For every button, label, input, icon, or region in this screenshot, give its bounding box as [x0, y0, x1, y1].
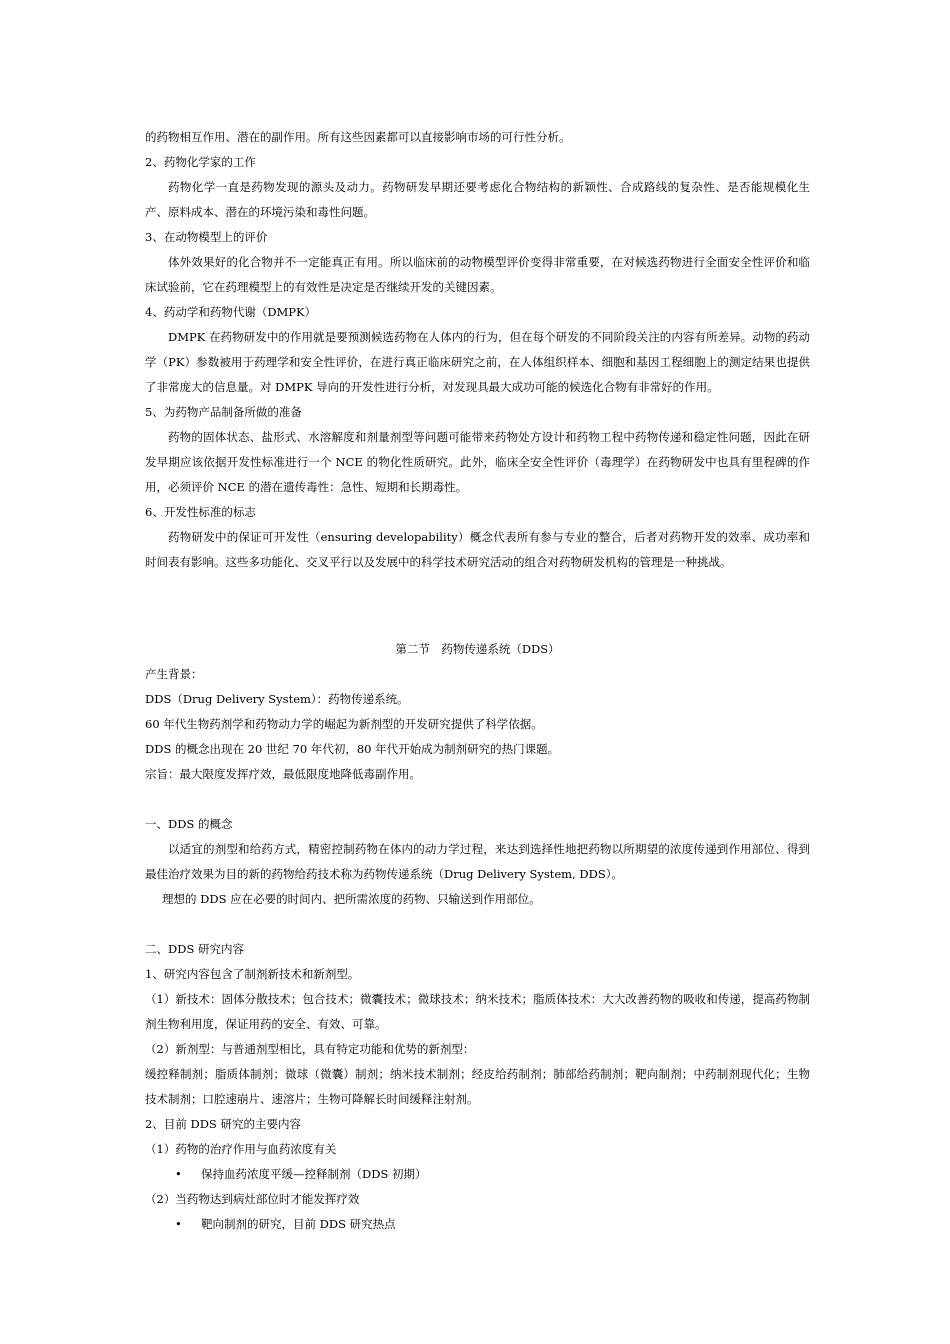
- paragraph-dmpk: DMPK 在药物研发中的作用就是要预测候选药物在人体内的行为，但在每个研发的不同阶段关注的内容有所差异。动物的药动学（PK）参数被用于药理学和安全性评价，在进行真正临床研究之前，在人体组织样本、细胞和基因工程细胞上的测定结果也提供了非常庞大的信息量。对 DMPK 导向的开发性进行分析，对发现具最大成功可能的候选化合物有非常好的作用。: [145, 330, 810, 394]
- research-item-2-sub-1: （1）药物的治疗作用与血药浓度有关: [145, 1142, 337, 1156]
- heading-chemist-work: 2、药物化学家的工作: [145, 155, 256, 169]
- background-line-1: DDS（Drug Delivery System）：药物传递系统。: [145, 692, 409, 706]
- section-title-dds: 第二节 药物传递系统（DDS）: [395, 642, 560, 656]
- page-content: [145, 125, 810, 1237]
- bullet-text: 靶向制剂的研究，目前 DDS 研究热点: [201, 1217, 396, 1231]
- paragraph-dds-concept: 以适宜的剂型和给药方式，精密控制药物在体内的动力学过程，来达到选择性地把药物以所期望的浓度传递到作用部位、得到最佳治疗效果为目的新的药物给药技术称为药物传递系统（Drug Delivery System, DDS）。: [145, 842, 810, 881]
- heading-developability: 6、开发性标准的标志: [145, 505, 256, 519]
- paragraph-chemist-work: 药物化学一直是药物发现的源头及动力。药物研发早期还要考虑化合物结构的新颖性、合成路线的复杂性、是否能规模化生产、原料成本、潜在的环境污染和毒性问题。: [145, 180, 810, 219]
- bullet-item-controlled-release: [145, 1162, 810, 1187]
- bullet-text: 保持血药浓度平缓—控释制剂（DDS 初期）: [201, 1167, 427, 1181]
- research-item-2: 2、目前 DDS 研究的主要内容: [145, 1117, 301, 1131]
- heading-animal-model: 3、在动物模型上的评价: [145, 230, 268, 244]
- paragraph-animal-model: 体外效果好的化合物并不一定能真正有用。所以临床前的动物模型评价变得非常重要，在对候选药物进行全面安全性评价和临床试验前，它在药理模型上的有效性是决定是否继续开发的关键因素。: [145, 255, 810, 294]
- background-label: 产生背景：: [145, 667, 203, 681]
- paragraph-ideal-dds: 理想的 DDS 应在必要的时间内、把所需浓度的药物、只输送到作用部位。: [162, 892, 541, 906]
- heading-product-prep: 5、为药物产品制备所做的准备: [145, 405, 302, 419]
- bullet-icon: •: [175, 1167, 182, 1181]
- paragraph-continued: 的药物相互作用、潜在的副作用。所有这些因素都可以直接影响市场的可行性分析。: [145, 130, 571, 144]
- background-line-3: DDS 的概念出现在 20 世纪 70 年代初，80 年代开始成为制剂研究的热门课题。: [145, 742, 560, 756]
- background-line-4: 宗旨：最大限度发挥疗效，最低限度地降低毒副作用。: [145, 767, 421, 781]
- heading-dds-research: 二、DDS 研究内容: [145, 942, 244, 956]
- background-line-2: 60 年代生物药剂学和药物动力学的崛起为新剂型的开发研究提供了科学依据。: [145, 717, 543, 731]
- heading-dds-concept: 一、DDS 的概念: [145, 817, 233, 831]
- bullet-item-targeted: [145, 1212, 810, 1237]
- bullet-icon: •: [175, 1217, 182, 1231]
- research-item-1-new-tech: （1）新技术：固体分散技术；包合技术；微囊技术；微球技术；纳米技术；脂质体技术：大大改善药物的吸收和传递，提高药物制剂生物利用度，保证用药的安全、有效、可靠。: [145, 992, 810, 1031]
- research-item-2-sub-2: （2）当药物达到病灶部位时才能发挥疗效: [145, 1192, 360, 1206]
- paragraph-product-prep: 药物的固体状态、盐形式、水溶解度和剂量剂型等问题可能带来药物处方设计和药物工程中药物传递和稳定性问题，因此在研发早期应该依据开发性标准进行一个 NCE 的物化性质研究。此外，临床全安全性评价（毒理学）在药物研发中也具有里程碑的作用，必须评价 NCE 的潜在遗传毒性：急性、短期和长期毒性。: [145, 430, 810, 494]
- research-item-1: 1、研究内容包含了制剂新技术和新剂型。: [145, 967, 360, 981]
- heading-dmpk: 4、药动学和药物代谢（DMPK）: [145, 305, 317, 319]
- research-item-1-new-forms: （2）新剂型：与普通剂型相比，具有特定功能和优势的新剂型：: [145, 1042, 475, 1056]
- paragraph-developability: 药物研发中的保证可开发性（ensuring developability）概念代表所有参与专业的整合，后者对药物开发的效率、成功率和时间表有影响。这些多功能化、交叉平行以及发展中的科学技术研究活动的组合对药物研发机构的管理是一种挑战。: [145, 530, 810, 569]
- research-item-1-form-list: 缓控释制剂；脂质体制剂；微球（微囊）制剂；纳米技术制剂；经皮给药制剂；肺部给药制剂；靶向制剂；中药制剂现代化；生物技术制剂；口腔速崩片、速溶片；生物可降解长时间缓释注射剂。: [145, 1067, 810, 1106]
